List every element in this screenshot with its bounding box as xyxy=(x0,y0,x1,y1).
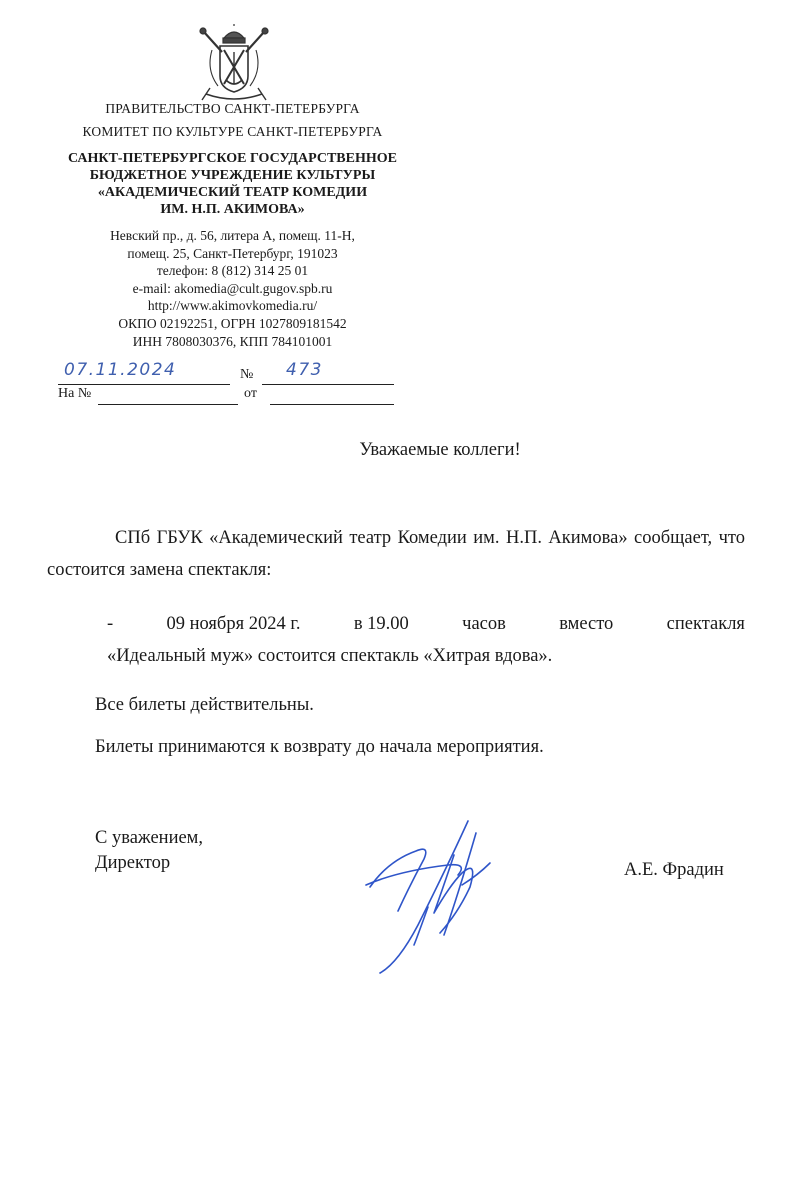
director-name: А.Е. Фрадин xyxy=(624,860,724,880)
address-line: помещ. 25, Санкт-Петербург, 191023 xyxy=(127,245,338,261)
number-field-line xyxy=(262,366,394,385)
from-label: от xyxy=(244,386,257,401)
address-line: ИНН 7808030376, КПП 784101001 xyxy=(132,333,333,349)
organization-line: ИМ. Н.П. АКИМОВА» xyxy=(160,202,305,217)
registration-block xyxy=(58,360,403,410)
item-line-2: «Идеальный муж» состоится спектакль «Хитрая вдова». xyxy=(107,646,553,666)
government-heading: ПРАВИТЕЛЬСТВО САНКТ-ПЕТЕРБУРГА xyxy=(105,101,360,116)
closing-regards: С уважением, xyxy=(95,828,204,848)
item-performance-word: спектакля xyxy=(666,614,745,634)
organization-line: БЮДЖЕТНОЕ УЧРЕЖДЕНИЕ КУЛЬТУРЫ xyxy=(89,168,376,183)
reply-label: На № xyxy=(58,386,92,401)
director-signature xyxy=(358,815,508,980)
greeting: Уважаемые коллеги! xyxy=(359,440,521,460)
organization-name xyxy=(40,150,425,218)
address-line: e-mail: akomedia@cult.gugov.spb.ru xyxy=(132,280,333,296)
number-label: № xyxy=(240,367,254,382)
committee-heading: КОМИТЕТ ПО КУЛЬТУРЕ САНКТ-ПЕТЕРБУРГА xyxy=(82,124,383,139)
closing-block xyxy=(95,826,203,876)
item-line-1 xyxy=(47,608,745,640)
item-time: в 19.00 xyxy=(353,614,409,634)
paragraph-tickets-refund: Билеты принимаются к возврату до начала мероприятия. xyxy=(95,737,544,757)
address-line: http://www.akimovkomedia.ru/ xyxy=(147,298,318,314)
item-instead: вместо xyxy=(559,614,614,634)
address-line: Невский пр., д. 56, литера А, помещ. 11-Н, xyxy=(110,228,355,243)
address-line: телефон: 8 (812) 314 25 01 xyxy=(156,263,309,279)
from-field-line xyxy=(270,386,394,405)
paragraph-performance-item xyxy=(47,608,745,672)
date-handwritten: 07.11.2024 xyxy=(64,360,177,380)
coat-of-arms-emblem xyxy=(192,24,276,106)
reply-field-line xyxy=(98,386,238,405)
closing-title: Директор xyxy=(95,853,171,873)
item-hours: часов xyxy=(462,614,506,634)
organization-line: «АКАДЕМИЧЕСКИЙ ТЕАТР КОМЕДИИ xyxy=(97,185,368,200)
paragraph-tickets-valid: Все билеты действительны. xyxy=(95,695,314,715)
organization-address xyxy=(40,227,425,350)
item-date: 09 ноября 2024 г. xyxy=(166,614,301,634)
number-handwritten: 473 xyxy=(286,360,323,380)
organization-line: САНКТ-ПЕТЕРБУРГСКОЕ ГОСУДАРСТВЕННОЕ xyxy=(68,151,397,166)
address-line: ОКПО 02192251, ОГРН 1027809181542 xyxy=(118,315,347,331)
item-dash: - xyxy=(107,614,114,634)
paragraph-announcement: СПб ГБУК «Академический театр Комедии им. Н.П. Акимова» сообщает, что состоится замена спектакля: xyxy=(47,528,745,580)
